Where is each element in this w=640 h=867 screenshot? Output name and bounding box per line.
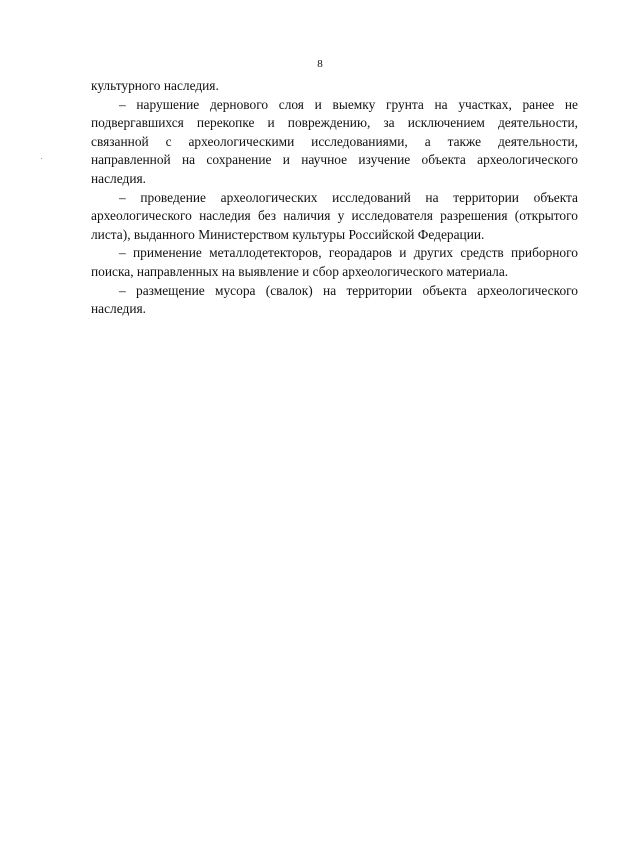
paragraph-continuation: культурного наследия.: [91, 78, 219, 93]
paragraph-waste-disposal: – размещение мусора (свалок) на территории объекта археологического наследия.: [91, 282, 578, 317]
paragraph-archaeological-research: – проведение археологических исследований на территории объекта археологического наследия без наличия у исследователя разрешения (открытого листа), выданного Министерством культуры Российской Федерации.: [91, 189, 578, 242]
margin-mark: [41, 158, 42, 159]
paragraph-topsoil-disturbance: – нарушение дернового слоя и выемку грунта на участках, ранее не подвергавшихся перекопке и повреждению, за исключением деятельности, связанной с археологическими исследованиями, а также деятельности, направленной на сохранение и научное изучение объекта археологического наследия.: [91, 96, 578, 186]
document-body: [91, 77, 578, 319]
paragraph-metal-detectors: – применение металлодетекторов, георадаров и других средств приборного поиска, направленных на выявление и сбор археологического материала.: [91, 245, 578, 279]
page-number: 8: [317, 58, 323, 70]
